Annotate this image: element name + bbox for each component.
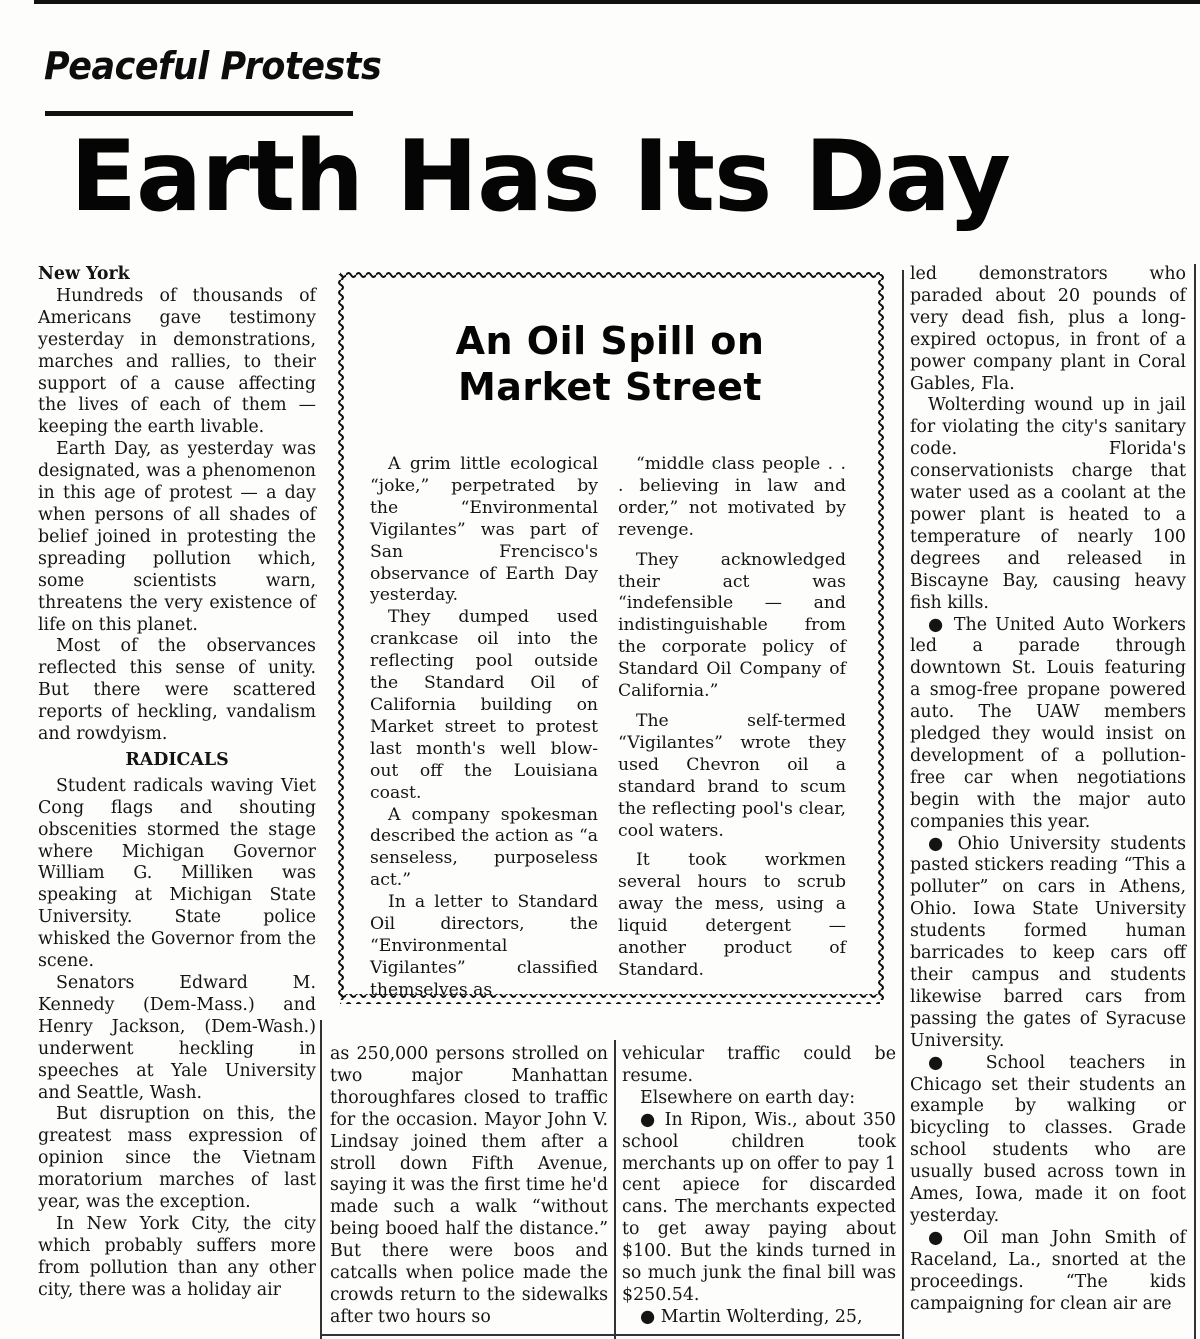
sidebar-headline-line1: An Oil Spill on — [455, 319, 765, 363]
paragraph: They acknowledged their act was “indefensible — and indistinguishable from the corporate policy of Standard Oil Company of California.” — [618, 549, 846, 702]
column-rule — [614, 1040, 616, 1339]
paragraph: as 250,000 persons strolled on two major Manhattan thoroughfares closed to traffic for the occasion. Mayor John V. Lindsay joined them after a stroll down Fifth Avenue, saying it was the first time he'd made such a walk “without being booed half the distance.” But there were boos and catcalls when police made the crowds return to the sidewalks after two hours so — [330, 1044, 608, 1327]
column-1 — [38, 264, 316, 1302]
paragraph: A company spokesman described the action as “a senseless, purposeless act.” — [370, 804, 598, 891]
dateline: New York — [38, 264, 130, 284]
sidebar-box — [336, 270, 884, 1006]
sidebar-headline — [336, 318, 884, 410]
section-intro: Elsewhere on earth day: — [640, 1087, 856, 1108]
column-4 — [910, 264, 1186, 1316]
subhead: RADICALS — [125, 749, 229, 770]
paragraph: A grim little ecological “joke,” perpetrated by the “Environmental Vigilantes” was part of San Frencisco's observance of Earth Day yesterday. — [370, 454, 598, 606]
paragraph: Hundreds of thousands of Americans gave testimony yesterday in demonstrations, marches and rallies, to their support of a cause affecting the lives of each of them — keeping the earth livable. — [38, 285, 316, 438]
sidebar-column-1 — [370, 454, 598, 1002]
kicker-rule — [45, 111, 353, 116]
bottom-rule — [320, 1334, 900, 1336]
paragraph: In New York City, the city which probably suffers more from pollution than any other city, there was a holiday air — [38, 1213, 316, 1300]
sidebar-column-2 — [618, 454, 846, 982]
bullet-item: ● Oil man John Smith of Raceland, La., snorted at the proceedings. “The kids campaigning for clean air are — [910, 1227, 1186, 1314]
column-rule — [902, 270, 904, 1339]
bullet-item: ● The United Auto Workers led a parade through downtown St. Louis featuring a smog-free propane powered auto. The UAW members pledged they would insist on development of a pollution-free car when negotiations begin with the major auto companies this year. — [910, 614, 1186, 832]
column-3 — [622, 1044, 896, 1329]
bullet-item: ● Ohio University students pasted stickers reading “This a polluter” on cars in Athens, Ohio. Iowa State University students formed human barricades to keep cars off their campus and students likewise barred cars from passing the gates of Syracuse University. — [910, 833, 1186, 1051]
bullet-item: ● School teachers in Chicago set their students an example by walking or bicycling to classes. Grade school students who are usually bused across town in Ames, Iowa, made it on foot yesterday. — [910, 1052, 1186, 1226]
right-edge-rule — [1194, 264, 1196, 1339]
column-2 — [330, 1044, 608, 1329]
paragraph: But disruption on this, the greatest mass expression of opinion since the Vietnam moratorium marches of last year, was the exception. — [38, 1104, 316, 1213]
top-rule — [34, 0, 1200, 4]
column-rule — [320, 1020, 322, 1339]
sidebar-headline-line2: Market Street — [457, 365, 763, 409]
paragraph: led demonstrators who paraded about 20 pounds of very dead fish, plus a long-expired octopus, in front of a power company plant in Coral Gables, Fla. — [910, 264, 1186, 394]
paragraph: They dumped used crankcase oil into the reflecting pool outside the Standard Oil of California building on Market street to protest last month's well blow-out off the Louisiana coast. — [370, 607, 598, 803]
paragraph: The self-termed “Vigilantes” wrote they used Chevron oil a standard brand to scum the reflecting pool's clear, cool waters. — [618, 710, 846, 841]
headline: Earth Has Its Day — [70, 120, 1010, 234]
paragraph: It took workmen several hours to scrub away the mess, using a liquid detergent — another product of Standard. — [618, 850, 846, 980]
paragraph: vehicular traffic could be resume. — [622, 1044, 896, 1086]
paragraph: Student radicals waving Viet Cong flags and shouting obscenities stormed the stage where Michigan Governor William G. Milliken was speaking at Michigan State University. State police whisked the Governor from the scene. — [38, 775, 316, 972]
paragraph: Senators Edward M. Kennedy (Dem-Mass.) and Henry Jackson, (Dem-Wash.) underwent heckling in speeches at Yale University and Seattle, Wash. — [38, 973, 316, 1103]
kicker: Peaceful Protests — [44, 44, 382, 88]
bullet-item: ● In Ripon, Wis., about 350 school children took merchants up on offer to pay 1 cent apiece for discarded cans. The merchants expected to get away paying about $100. But the kinds turned in so much junk the final bill was $250.54. — [622, 1109, 896, 1305]
paragraph: Wolterding wound up in jail for violating the city's sanitary code. Florida's conservationists charge that water used as a coolant at the power plant is heated to a temperature of nearly 100 degrees and released in Biscayne Bay, causing heavy fish kills. — [910, 395, 1186, 613]
paragraph: In a letter to Standard Oil directors, the “Environmental Vigilantes” classified themselves as — [370, 892, 598, 1000]
paragraph: “middle class people . . . believing in law and order,” not motivated by revenge. — [618, 454, 846, 540]
bullet-item: ● Martin Wolterding, 25, — [640, 1306, 863, 1327]
paragraph: Earth Day, as yesterday was designated, was a phenomenon in this age of protest — a day when persons of all shades of belief joined in protesting the spreading pollution which, some scientists warn, threatens the very existence of life on this planet. — [38, 439, 316, 635]
paragraph: Most of the observances reflected this sense of unity. But there were scattered reports of heckling, vandalism and rowdyism. — [38, 636, 316, 745]
